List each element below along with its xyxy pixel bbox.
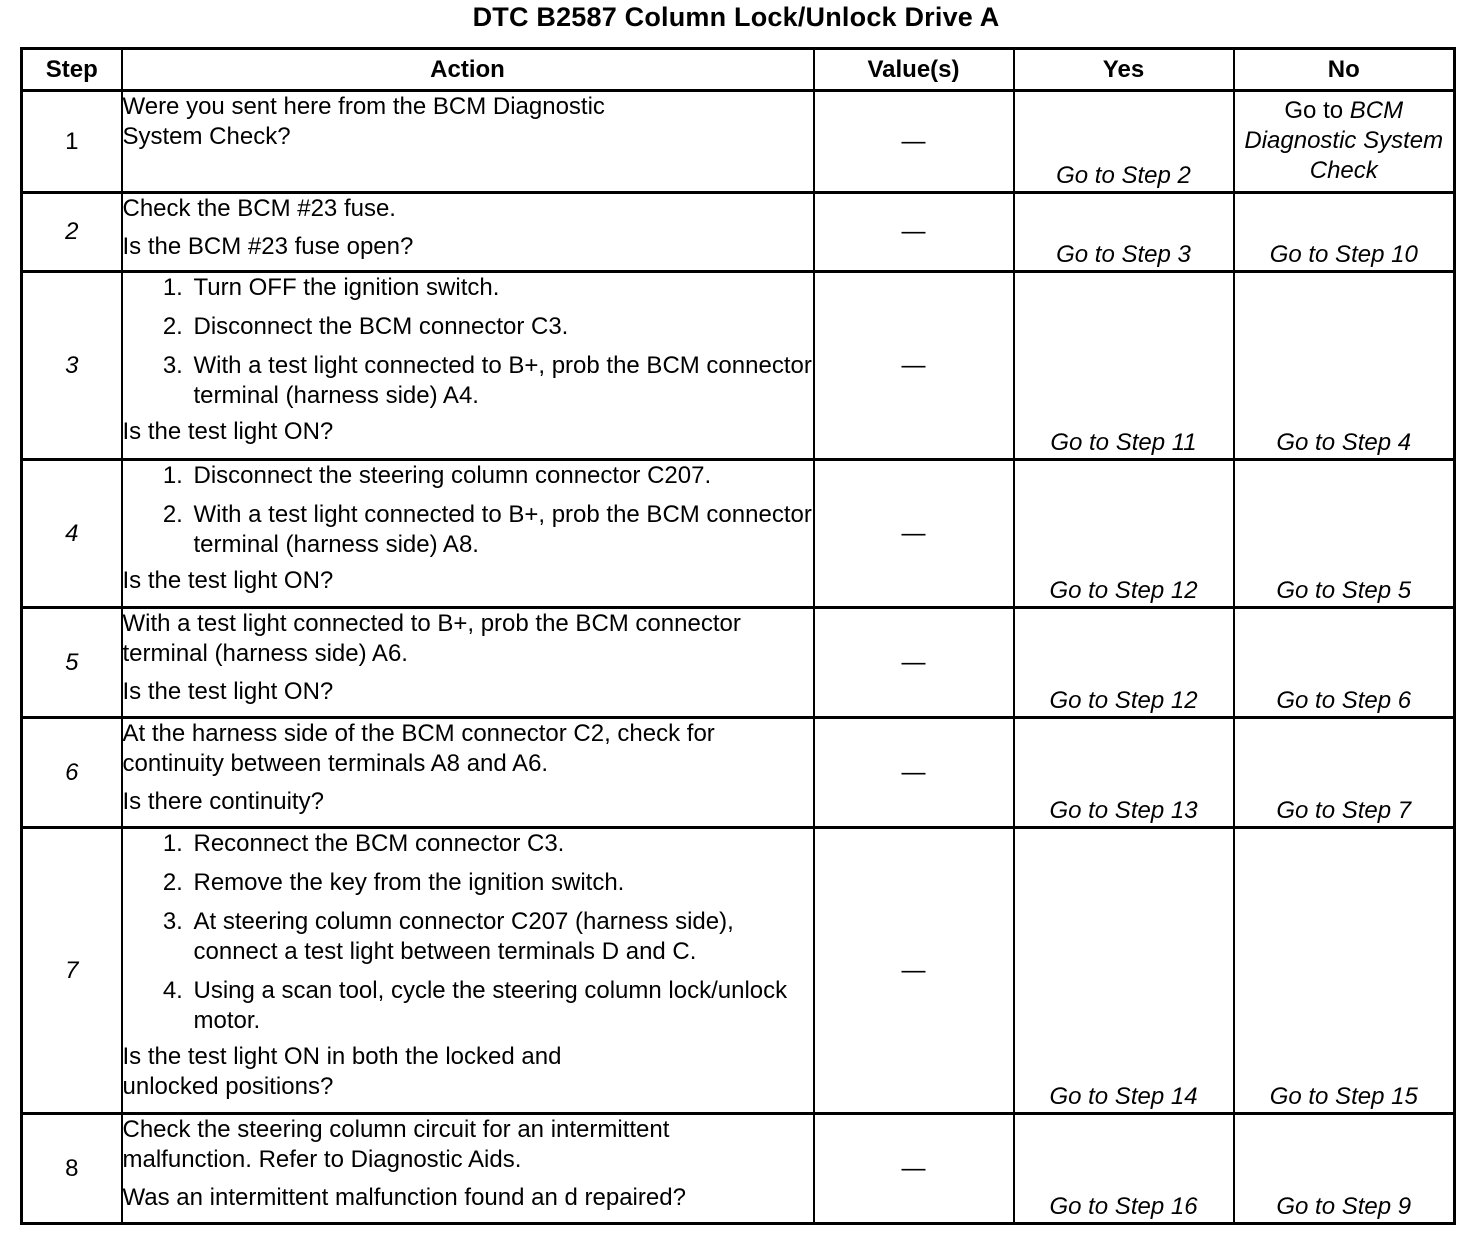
- action-cell: [122, 608, 814, 718]
- value-cell: —: [814, 718, 1014, 828]
- yes-cell: Go to Step 16: [1014, 1114, 1234, 1224]
- action-question: Were you sent here from the BCM Diagnostic System Check?: [122, 93, 605, 150]
- no-cell: Go to Step 15: [1234, 828, 1455, 1114]
- step-number: 7: [22, 828, 122, 1114]
- action-cell: [122, 1114, 814, 1224]
- substep-list: [123, 273, 813, 411]
- table-row: [22, 91, 1455, 193]
- action-cell: [122, 272, 814, 460]
- diagnostic-table: [20, 47, 1456, 1225]
- value-cell: —: [814, 828, 1014, 1114]
- substep: 4. Using a scan tool, cycle the steering column lock/unlock motor.: [190, 976, 813, 1036]
- substep: 3. At steering column connector C207 (harness side), connect a test light between terminals D and C.: [190, 907, 813, 967]
- yes-cell: Go to Step 12: [1014, 608, 1234, 718]
- no-cell: Go to Step 4: [1234, 272, 1455, 460]
- step-number: 4: [22, 460, 122, 608]
- no-prefix: Go to: [1284, 97, 1344, 124]
- header-yes: Yes: [1014, 49, 1234, 91]
- action-cell: [122, 828, 814, 1114]
- action-question: Is the test light ON in both the locked and unlocked positions?: [122, 1043, 562, 1100]
- action-intro: At the harness side of the BCM connector C2, check for continuity between terminals A8 and A6.: [122, 720, 715, 777]
- table-row: [22, 193, 1455, 272]
- table-row: [22, 828, 1455, 1114]
- yes-cell: Go to Step 11: [1014, 272, 1234, 460]
- substep: 2. Remove the key from the ignition switch.: [190, 868, 813, 898]
- action-cell: [122, 193, 814, 272]
- action-question: Is the BCM #23 fuse open?: [122, 233, 414, 260]
- value-cell: —: [814, 272, 1014, 460]
- yes-cell: Go to Step 12: [1014, 460, 1234, 608]
- header-no: No: [1234, 49, 1455, 91]
- yes-cell: Go to Step 14: [1014, 828, 1234, 1114]
- value-cell: —: [814, 193, 1014, 272]
- step-number: 3: [22, 272, 122, 460]
- substep: 1. Disconnect the steering column connector C207.: [190, 461, 813, 491]
- yes-cell: Go to Step 3: [1014, 193, 1234, 272]
- step-number: 8: [22, 1114, 122, 1224]
- no-cell: Go to Step 5: [1234, 460, 1455, 608]
- header-action: Action: [122, 49, 814, 91]
- step-number: 1: [22, 91, 122, 193]
- action-question: Is the test light ON?: [122, 678, 334, 705]
- action-question: Is there continuity?: [122, 788, 324, 815]
- header-step: Step: [22, 49, 122, 91]
- header-values: Value(s): [814, 49, 1014, 91]
- table-row: [22, 718, 1455, 828]
- table-row: [22, 272, 1455, 460]
- value-cell: —: [814, 91, 1014, 193]
- table-row: [22, 608, 1455, 718]
- substep: 1. Turn OFF the ignition switch.: [190, 273, 813, 303]
- step-number: 5: [22, 608, 122, 718]
- substep: 2. Disconnect the BCM connector C3.: [190, 312, 813, 342]
- action-cell: [122, 460, 814, 608]
- value-cell: —: [814, 1114, 1014, 1224]
- no-cell: Go to Step 9: [1234, 1114, 1455, 1224]
- header-row: [22, 49, 1455, 91]
- substep-list: [123, 461, 813, 560]
- step-number: 2: [22, 193, 122, 272]
- action-intro: With a test light connected to B+, prob the BCM connector terminal (harness side) A6.: [122, 610, 741, 667]
- value-cell: —: [814, 460, 1014, 608]
- substep: 2. With a test light connected to B+, prob the BCM connector terminal (harness side) A8.: [190, 500, 813, 560]
- no-cell: Go to Step 6: [1234, 608, 1455, 718]
- yes-cell: Go to Step 2: [1014, 91, 1234, 193]
- no-italic-target: BCM Diagnostic System Check: [1244, 97, 1444, 184]
- action-intro: Check the steering column circuit for an intermittent malfunction. Refer to Diagnostic Aids.: [122, 1116, 670, 1173]
- action-intro: Check the BCM #23 fuse.: [122, 195, 396, 222]
- table-row: [22, 1114, 1455, 1224]
- table-row: [22, 460, 1455, 608]
- action-cell: [122, 718, 814, 828]
- value-cell: —: [814, 608, 1014, 718]
- step-number: 6: [22, 718, 122, 828]
- action-question: Was an intermittent malfunction found an d repaired?: [122, 1184, 686, 1211]
- action-question: Is the test light ON?: [122, 418, 334, 445]
- substep: 1. Reconnect the BCM connector C3.: [190, 829, 813, 859]
- no-cell: [1234, 91, 1455, 193]
- no-cell: Go to Step 10: [1234, 193, 1455, 272]
- no-cell: Go to Step 7: [1234, 718, 1455, 828]
- yes-cell: Go to Step 13: [1014, 718, 1234, 828]
- action-cell: [122, 91, 814, 193]
- action-question: Is the test light ON?: [122, 567, 334, 594]
- page-title: DTC B2587 Column Lock/Unlock Drive A: [472, 2, 1000, 32]
- substep-list: [123, 829, 813, 1036]
- substep: 3. With a test light connected to B+, prob the BCM connector terminal (harness side) A4.: [190, 351, 813, 411]
